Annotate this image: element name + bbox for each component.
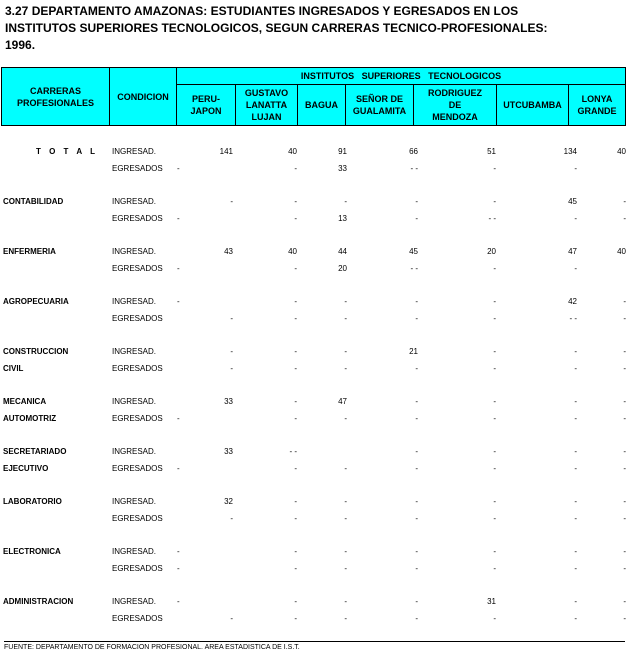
cell-value: - bbox=[493, 197, 496, 206]
career-name: CIVIL bbox=[3, 364, 24, 373]
cell-value: 40 bbox=[288, 147, 297, 156]
cell-value: - bbox=[493, 514, 496, 523]
condition-label: EGRESADOS bbox=[112, 414, 163, 423]
cell-value: - bbox=[294, 597, 297, 606]
career-name: ENFERMERIA bbox=[3, 247, 56, 256]
cell-value: 134 bbox=[563, 147, 577, 156]
lead-dash: - bbox=[177, 164, 180, 173]
header-careers-line-2: PROFESIONALES bbox=[16, 97, 94, 108]
cell-value: 33 bbox=[224, 447, 233, 456]
career-name: CONSTRUCCION bbox=[3, 347, 69, 356]
cell-value: - bbox=[415, 214, 418, 223]
career-name: SECRETARIADO bbox=[3, 447, 67, 456]
lead-dash: - bbox=[177, 214, 180, 223]
cell-value: - bbox=[493, 547, 496, 556]
header-institute-lonya-grande bbox=[568, 84, 626, 126]
condition-label: INGRESAD. bbox=[112, 397, 157, 406]
condition-label: EGRESADOS bbox=[112, 614, 163, 623]
cell-value: - bbox=[230, 364, 233, 373]
cell-value: - bbox=[623, 447, 626, 456]
cell-value: - bbox=[415, 514, 418, 523]
cell-value: - bbox=[344, 564, 347, 573]
table-row bbox=[0, 563, 627, 577]
cell-value: - bbox=[574, 547, 577, 556]
table-row bbox=[0, 513, 627, 527]
cell-value: 47 bbox=[568, 247, 577, 256]
header-institute-bagua bbox=[297, 84, 346, 126]
condition-label: INGRESAD. bbox=[112, 247, 157, 256]
lead-dash: - bbox=[177, 414, 180, 423]
header-institute-line: DE bbox=[448, 100, 462, 110]
cell-value: - bbox=[623, 547, 626, 556]
cell-value: - bbox=[230, 347, 233, 356]
cell-value: - bbox=[294, 197, 297, 206]
cell-value: 44 bbox=[338, 247, 347, 256]
condition-label: EGRESADOS bbox=[112, 314, 163, 323]
cell-value: - bbox=[415, 414, 418, 423]
source-note: FUENTE: DEPARTAMENTO DE FORMACION PROFESIONAL. AREA ESTADISTICA DE I.S.T. bbox=[4, 644, 300, 651]
cell-value: 33 bbox=[224, 397, 233, 406]
table-row bbox=[0, 546, 627, 560]
cell-value: 66 bbox=[409, 147, 418, 156]
cell-value: - bbox=[230, 614, 233, 623]
table-row bbox=[0, 613, 627, 627]
cell-value: 42 bbox=[568, 297, 577, 306]
cell-value: - bbox=[294, 214, 297, 223]
header-careers-line-1: CARRERAS bbox=[29, 85, 81, 96]
cell-value: - bbox=[294, 614, 297, 623]
lead-dash: - bbox=[177, 297, 180, 306]
cell-value: - - bbox=[410, 264, 418, 273]
cell-value: 51 bbox=[487, 147, 496, 156]
cell-value: - bbox=[415, 314, 418, 323]
condition-label: EGRESADOS bbox=[112, 214, 163, 223]
cell-value: - bbox=[294, 464, 297, 473]
cell-value: - bbox=[623, 197, 626, 206]
cell-value: - - bbox=[569, 314, 577, 323]
cell-value: - bbox=[415, 397, 418, 406]
header-institute-line: GUALAMITA bbox=[352, 106, 407, 116]
cell-value: 40 bbox=[617, 147, 626, 156]
cell-value: - bbox=[415, 614, 418, 623]
cell-value: - bbox=[344, 614, 347, 623]
condition-label: INGRESAD. bbox=[112, 347, 157, 356]
career-name: AGROPECUARIA bbox=[3, 297, 69, 306]
header-institute-line: LUJAN bbox=[251, 112, 282, 122]
cell-value: - bbox=[493, 164, 496, 173]
table-row bbox=[0, 413, 627, 427]
career-name: LABORATORIO bbox=[3, 497, 62, 506]
header-institute-peru-japon bbox=[176, 84, 236, 126]
condition-label: EGRESADOS bbox=[112, 464, 163, 473]
cell-value: - bbox=[493, 297, 496, 306]
cell-value: - bbox=[415, 564, 418, 573]
header-institute-line: RODRIGUEZ bbox=[428, 88, 482, 98]
header-institute-line: LONYA bbox=[581, 94, 613, 104]
cell-value: - bbox=[294, 564, 297, 573]
cell-value: - bbox=[294, 414, 297, 423]
cell-value: - bbox=[415, 364, 418, 373]
condition-label: EGRESADOS bbox=[112, 164, 163, 173]
header-institutes-group-label: INSTITUTOS SUPERIORES TECNOLOGICOS bbox=[300, 71, 502, 81]
header-institute-line: SEÑOR DE bbox=[355, 94, 403, 104]
header-careers bbox=[1, 67, 110, 126]
cell-value: 40 bbox=[288, 247, 297, 256]
cell-value: 21 bbox=[409, 347, 418, 356]
header-institute-line: UTCUBAMBA bbox=[503, 100, 562, 110]
cell-value: - bbox=[294, 314, 297, 323]
cell-value: - bbox=[415, 447, 418, 456]
condition-label: INGRESAD. bbox=[112, 447, 157, 456]
condition-label: EGRESADOS bbox=[112, 514, 163, 523]
header-institute-gustavo-lanatta-lujan bbox=[235, 84, 298, 126]
table-row bbox=[0, 363, 627, 377]
cell-value: - - bbox=[488, 214, 496, 223]
cell-value: - bbox=[294, 497, 297, 506]
cell-value: - bbox=[294, 514, 297, 523]
cell-value: - bbox=[294, 164, 297, 173]
cell-value: - bbox=[230, 514, 233, 523]
cell-value: - bbox=[574, 414, 577, 423]
title-line-1: 3.27 DEPARTAMENTO AMAZONAS: ESTUDIANTES INGRESADOS Y EGRESADOS EN LOS bbox=[5, 4, 519, 18]
condition-label: INGRESAD. bbox=[112, 497, 157, 506]
document-title bbox=[5, 3, 625, 54]
table-row bbox=[0, 463, 627, 477]
cell-value: - bbox=[623, 514, 626, 523]
condition-label: EGRESADOS bbox=[112, 364, 163, 373]
table-row bbox=[0, 213, 627, 227]
cell-value: - bbox=[344, 547, 347, 556]
cell-value: - bbox=[493, 347, 496, 356]
cell-value: - bbox=[493, 447, 496, 456]
cell-value: - bbox=[623, 564, 626, 573]
lead-dash: - bbox=[177, 564, 180, 573]
cell-value: - bbox=[344, 314, 347, 323]
title-line-3: 1996. bbox=[5, 38, 36, 52]
career-name: ELECTRONICA bbox=[3, 547, 61, 556]
cell-value: - bbox=[344, 347, 347, 356]
cell-value: - bbox=[493, 264, 496, 273]
header-institute-line: JAPON bbox=[190, 106, 222, 116]
cell-value: - bbox=[623, 464, 626, 473]
cell-value: - bbox=[344, 297, 347, 306]
cell-value: - bbox=[294, 397, 297, 406]
header-institutes-group bbox=[176, 67, 626, 85]
cell-value: - bbox=[574, 164, 577, 173]
cell-value: - bbox=[574, 397, 577, 406]
cell-value: - bbox=[623, 614, 626, 623]
table-row bbox=[0, 346, 627, 360]
cell-value: - bbox=[574, 614, 577, 623]
header-institute-line: LANATTA bbox=[245, 100, 288, 110]
header-institute-senor-de-gualamita bbox=[345, 84, 414, 126]
condition-label: INGRESAD. bbox=[112, 197, 157, 206]
table-row bbox=[0, 313, 627, 327]
cell-value: - bbox=[574, 464, 577, 473]
cell-value: - bbox=[623, 414, 626, 423]
condition-label: INGRESAD. bbox=[112, 597, 157, 606]
header-condition bbox=[109, 67, 177, 126]
table-row bbox=[0, 196, 627, 210]
condition-label: INGRESAD. bbox=[112, 147, 157, 156]
cell-value: - bbox=[415, 464, 418, 473]
header-institute-line: GRANDE bbox=[577, 106, 617, 116]
career-name: T O T A L bbox=[36, 147, 98, 156]
condition-label: EGRESADOS bbox=[112, 264, 163, 273]
cell-value: 31 bbox=[487, 597, 496, 606]
cell-value: - bbox=[415, 297, 418, 306]
cell-value: - bbox=[415, 547, 418, 556]
cell-value: - bbox=[344, 497, 347, 506]
cell-value: - bbox=[623, 314, 626, 323]
cell-value: - bbox=[493, 314, 496, 323]
cell-value: 20 bbox=[487, 247, 496, 256]
cell-value: - bbox=[230, 314, 233, 323]
career-name: ADMINISTRACION bbox=[3, 597, 74, 606]
condition-label: EGRESADOS bbox=[112, 564, 163, 573]
cell-value: - bbox=[415, 497, 418, 506]
condition-label: INGRESAD. bbox=[112, 297, 157, 306]
table-row bbox=[0, 446, 627, 460]
table-row bbox=[0, 246, 627, 260]
cell-value: 20 bbox=[338, 264, 347, 273]
header-institute-line: MENDOZA bbox=[432, 112, 478, 122]
cell-value: - bbox=[344, 364, 347, 373]
cell-value: - bbox=[344, 464, 347, 473]
table-row bbox=[0, 596, 627, 610]
cell-value: 141 bbox=[219, 147, 233, 156]
cell-value: - bbox=[623, 597, 626, 606]
table-row bbox=[0, 296, 627, 310]
table-row bbox=[0, 263, 627, 277]
cell-value: 47 bbox=[338, 397, 347, 406]
cell-value: - bbox=[493, 614, 496, 623]
cell-value: - bbox=[344, 197, 347, 206]
cell-value: 40 bbox=[617, 247, 626, 256]
career-name: CONTABILIDAD bbox=[3, 197, 64, 206]
cell-value: - bbox=[493, 464, 496, 473]
table-row bbox=[0, 396, 627, 410]
header-institute-line: BAGUA bbox=[305, 100, 338, 110]
cell-value: - bbox=[574, 347, 577, 356]
lead-dash: - bbox=[177, 264, 180, 273]
table-row bbox=[0, 163, 627, 177]
cell-value: - bbox=[344, 597, 347, 606]
cell-value: - bbox=[574, 564, 577, 573]
cell-value: - bbox=[294, 364, 297, 373]
footer-rule bbox=[4, 641, 625, 642]
cell-value: - bbox=[574, 214, 577, 223]
cell-value: - bbox=[294, 297, 297, 306]
cell-value: - bbox=[415, 197, 418, 206]
cell-value: - bbox=[230, 197, 233, 206]
header-institute-line: GUSTAVO bbox=[244, 88, 289, 98]
cell-value: - bbox=[623, 497, 626, 506]
cell-value: - bbox=[344, 414, 347, 423]
career-name: AUTOMOTRIZ bbox=[3, 414, 57, 423]
header-institute-rodriguez-de-mendoza bbox=[413, 84, 497, 126]
cell-value: - - bbox=[289, 447, 297, 456]
cell-value: 45 bbox=[409, 247, 418, 256]
career-name: MECANICA bbox=[3, 397, 47, 406]
cell-value: - bbox=[294, 264, 297, 273]
cell-value: - bbox=[344, 514, 347, 523]
cell-value: - bbox=[574, 447, 577, 456]
cell-value: - bbox=[493, 564, 496, 573]
cell-value: 91 bbox=[338, 147, 347, 156]
title-line-2: INSTITUTOS SUPERIORES TECNOLOGICOS, SEGUN CARRERAS TECNICO-PROFESIONALES: bbox=[5, 21, 548, 35]
cell-value: 13 bbox=[338, 214, 347, 223]
condition-label: INGRESAD. bbox=[112, 547, 157, 556]
cell-value: - bbox=[574, 597, 577, 606]
lead-dash: - bbox=[177, 597, 180, 606]
cell-value: - bbox=[493, 364, 496, 373]
table-row bbox=[0, 496, 627, 510]
cell-value: - - bbox=[410, 164, 418, 173]
cell-value: - bbox=[623, 297, 626, 306]
header-condition-label: CONDICION bbox=[117, 91, 169, 102]
cell-value: - bbox=[623, 397, 626, 406]
cell-value: - bbox=[574, 364, 577, 373]
cell-value: - bbox=[493, 497, 496, 506]
cell-value: 32 bbox=[224, 497, 233, 506]
cell-value: - bbox=[574, 514, 577, 523]
header-institute-line: PERU- bbox=[191, 94, 220, 104]
header-institute-utcubamba bbox=[496, 84, 569, 126]
cell-value: - bbox=[574, 264, 577, 273]
cell-value: - bbox=[294, 347, 297, 356]
cell-value: - bbox=[623, 214, 626, 223]
cell-value: - bbox=[623, 364, 626, 373]
cell-value: 45 bbox=[568, 197, 577, 206]
table-row bbox=[0, 146, 627, 160]
cell-value: - bbox=[415, 597, 418, 606]
cell-value: - bbox=[493, 414, 496, 423]
cell-value: - bbox=[574, 497, 577, 506]
cell-value: - bbox=[493, 397, 496, 406]
lead-dash: - bbox=[177, 464, 180, 473]
cell-value: - bbox=[294, 547, 297, 556]
cell-value: - bbox=[623, 347, 626, 356]
career-name: EJECUTIVO bbox=[3, 464, 49, 473]
cell-value: 33 bbox=[338, 164, 347, 173]
cell-value: 43 bbox=[224, 247, 233, 256]
lead-dash: - bbox=[177, 547, 180, 556]
